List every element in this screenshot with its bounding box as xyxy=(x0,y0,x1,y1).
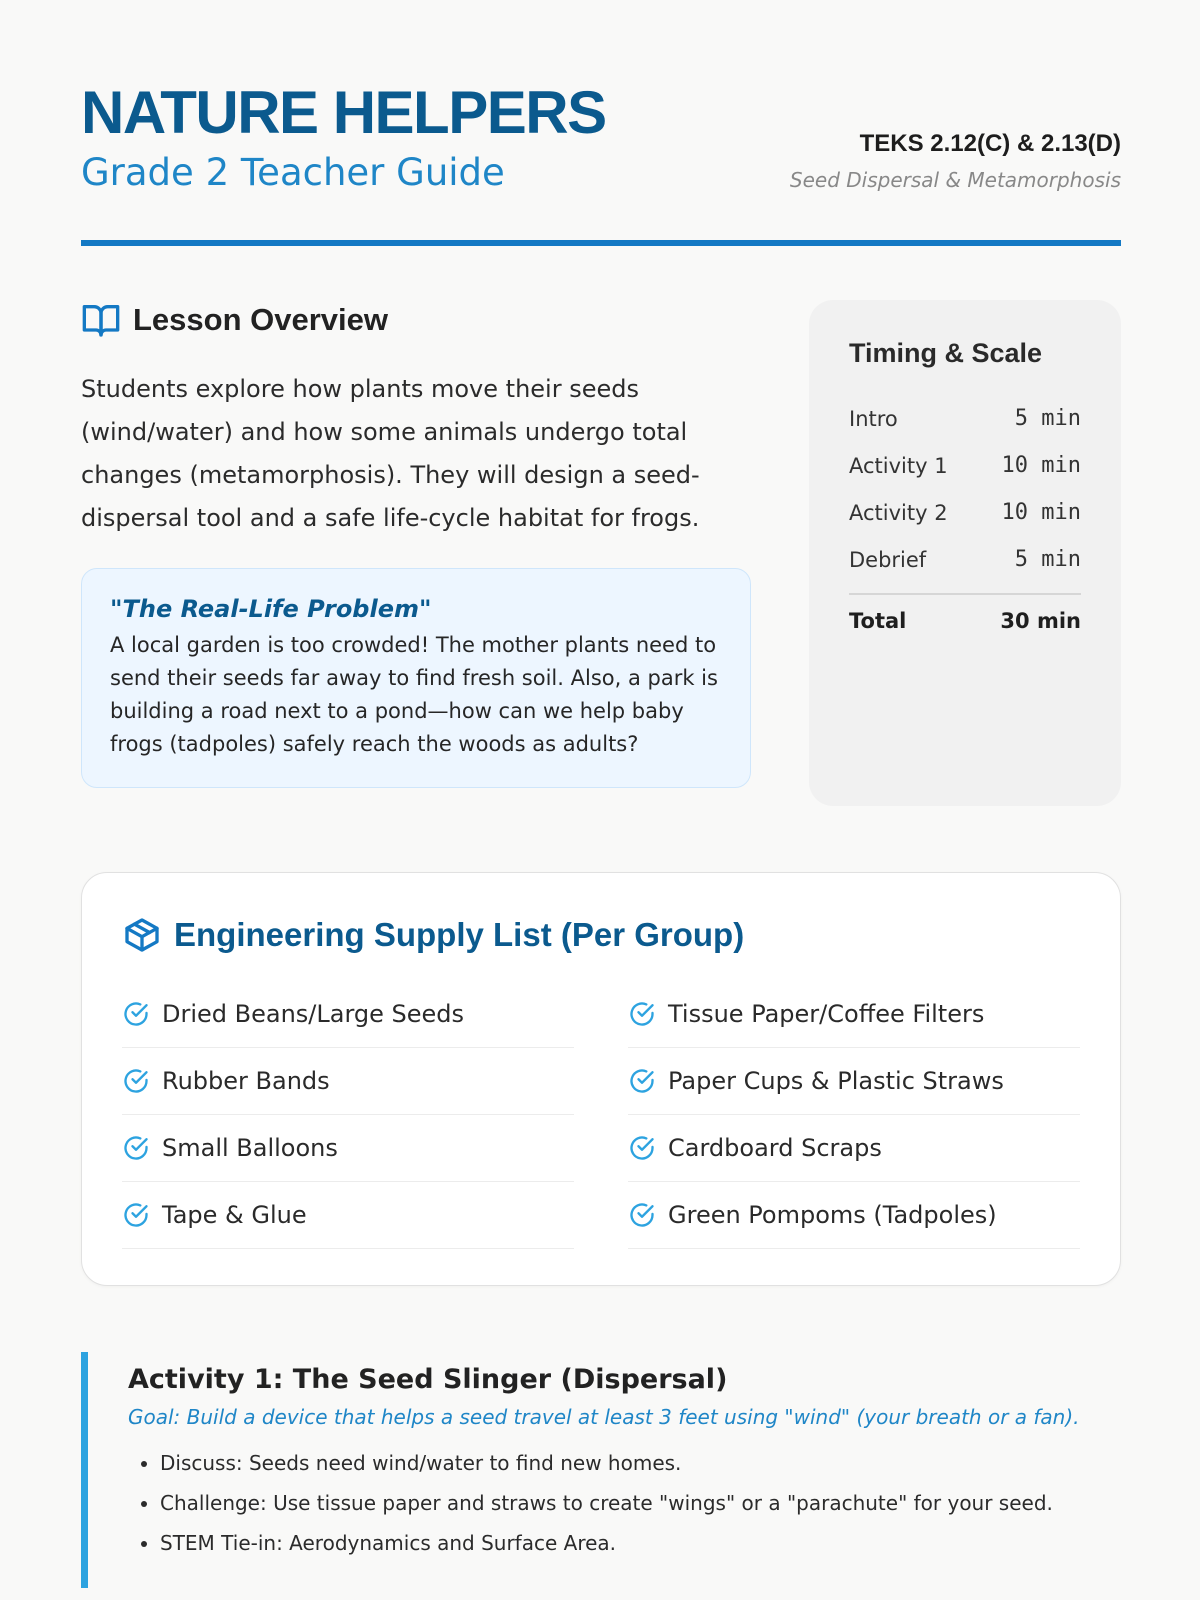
check-circle-icon xyxy=(122,1000,150,1028)
overview-text: Students explore how plants move their seeds (wind/water) and how some animals undergo total changes (metamorphosis). They will design a seed-dispersal tool and a safe life-cycle habitat for frogs. xyxy=(81,375,700,532)
supply-title: Engineering Supply List (Per Group) xyxy=(174,916,745,953)
overview-title: Lesson Overview xyxy=(133,302,389,337)
teks-standards: TEKS 2.12(C) & 2.13(D) xyxy=(859,130,1121,157)
timing-total xyxy=(849,609,1081,633)
timing-divider xyxy=(849,593,1081,595)
supply-item-label: Dried Beans/Large Seeds xyxy=(162,1000,465,1028)
check-circle-icon xyxy=(122,1067,150,1095)
check-circle-icon xyxy=(628,1134,656,1162)
supply-item xyxy=(122,981,574,1048)
activity-bullet: • Discuss: Seeds need wind/water to find new homes. xyxy=(160,1443,1121,1483)
activity-bullets xyxy=(128,1443,1121,1563)
supply-item-label: Small Balloons xyxy=(162,1134,338,1162)
box-icon xyxy=(122,915,162,955)
supply-item-label: Paper Cups & Plastic Straws xyxy=(668,1067,1004,1095)
check-circle-icon xyxy=(628,1000,656,1028)
timing-label: Activity 1 xyxy=(849,453,948,478)
problem-title: "The Real-Life Problem" xyxy=(110,595,432,623)
header-divider xyxy=(81,240,1121,246)
overview-heading xyxy=(81,300,751,340)
supply-item xyxy=(122,1182,574,1249)
page-subtitle: Grade 2 Teacher Guide xyxy=(81,151,505,194)
activity-1-section xyxy=(81,1352,1121,1588)
supply-item-label: Green Pompoms (Tadpoles) xyxy=(668,1201,997,1229)
timing-label: Intro xyxy=(849,406,898,431)
supply-item-label: Tape & Glue xyxy=(162,1201,307,1229)
supply-item xyxy=(122,1115,574,1182)
supply-item xyxy=(628,1182,1080,1249)
timing-row xyxy=(849,536,1081,583)
check-circle-icon xyxy=(122,1134,150,1162)
timing-row xyxy=(849,442,1081,489)
problem-text: A local garden is too crowded! The mother plants need to send their seeds far away to find fresh soil. Also, a park is building a road next to a pond—how can we help baby frogs (tadpoles) safely reach the woods as adults? xyxy=(110,633,718,756)
supply-item-label: Rubber Bands xyxy=(162,1067,330,1095)
check-circle-icon xyxy=(628,1067,656,1095)
timing-total-label: Total xyxy=(849,609,907,633)
check-circle-icon xyxy=(628,1201,656,1229)
check-circle-icon xyxy=(122,1201,150,1229)
supply-item xyxy=(628,1048,1080,1115)
timing-label: Debrief xyxy=(849,547,927,572)
real-life-problem-box xyxy=(81,568,751,788)
timing-card xyxy=(809,300,1121,806)
activity-title: Activity 1: The Seed Slinger (Dispersal) xyxy=(128,1364,728,1395)
supply-grid xyxy=(122,981,1080,1249)
book-open-icon xyxy=(81,300,121,340)
timing-total-value: 30 min xyxy=(1000,609,1081,633)
timing-value: 10 min xyxy=(1001,453,1081,478)
supply-item-label: Cardboard Scraps xyxy=(668,1134,882,1162)
timing-title: Timing & Scale xyxy=(849,338,1043,368)
page-title: NATURE HELPERS xyxy=(81,79,606,146)
timing-value: 5 min xyxy=(1014,547,1081,572)
supply-list-card xyxy=(81,872,1121,1286)
timing-value: 10 min xyxy=(1001,500,1081,525)
supply-item-label: Tissue Paper/Coffee Filters xyxy=(668,1000,985,1028)
activity-goal: Goal: Build a device that helps a seed travel at least 3 feet using "wind" (your breath or a fan). xyxy=(128,1405,1080,1429)
teks-topic: Seed Dispersal & Metamorphosis xyxy=(789,168,1121,192)
timing-label: Activity 2 xyxy=(849,500,948,525)
supply-item xyxy=(628,981,1080,1048)
activity-bullet: • Challenge: Use tissue paper and straws to create "wings" or a "parachute" for your seed. xyxy=(160,1483,1121,1523)
activity-bullet: • STEM Tie-in: Aerodynamics and Surface Area. xyxy=(160,1523,1121,1563)
header xyxy=(81,80,1121,250)
supply-item xyxy=(122,1048,574,1115)
timing-row xyxy=(849,489,1081,536)
timing-row xyxy=(849,395,1081,442)
lesson-overview xyxy=(81,300,751,788)
supply-item xyxy=(628,1115,1080,1182)
supply-heading xyxy=(122,915,1080,955)
timing-value: 5 min xyxy=(1014,406,1081,431)
